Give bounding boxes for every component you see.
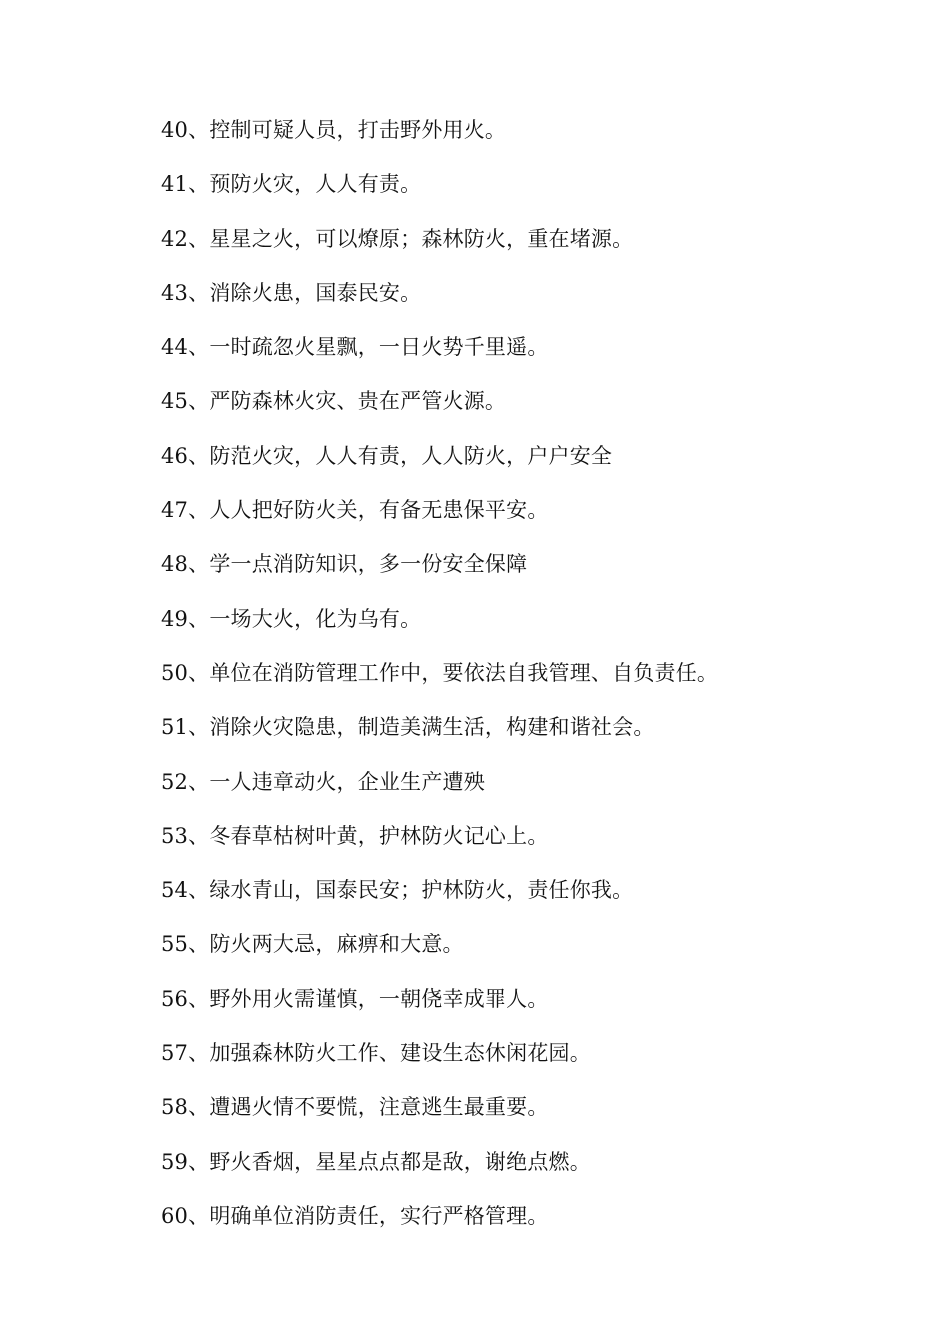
slogan-item: 53、冬春草枯树叶黄，护林防火记心上。	[161, 823, 549, 848]
slogan-item: 54、绿水青山，国泰民安；护林防火，责任你我。	[161, 878, 634, 903]
slogan-item: 56、野外用火需谨慎，一朝侥幸成罪人。	[161, 986, 549, 1011]
slogan-item: 49、一场大火，化为乌有。	[161, 606, 422, 631]
slogan-item: 46、防范火灾，人人有责，人人防火，户户安全	[161, 443, 613, 468]
slogan-item: 42、星星之火，可以燎原；森林防火，重在堵源。	[161, 226, 634, 251]
slogan-item: 60、明确单位消防责任，实行严格管理。	[161, 1203, 549, 1228]
slogan-item: 40、控制可疑人员，打击野外用火。	[161, 118, 507, 142]
slogan-item: 50、单位在消防管理工作中，要依法自我管理、自负责任。	[161, 660, 719, 685]
slogan-item: 51、消除火灾隐患，制造美满生活，构建和谐社会。	[161, 715, 655, 740]
slogan-item: 55、防火两大忌，麻痹和大意。	[161, 932, 464, 957]
slogan-item: 59、野火香烟，星星点点都是敌，谢绝点燃。	[161, 1149, 591, 1174]
slogan-item: 52、一人违章动火，企业生产遭殃	[161, 769, 485, 794]
slogan-item: 45、严防森林火灾、贵在严管火源。	[161, 389, 507, 414]
slogan-item: 41、预防火灾，人人有责。	[161, 172, 422, 197]
slogan-list	[161, 112, 718, 1252]
slogan-item: 58、遭遇火情不要慌，注意逃生最重要。	[161, 1095, 549, 1120]
slogan-item: 44、一时疏忽火星飘，一日火势千里遥。	[161, 335, 549, 360]
slogan-item: 43、消除火患，国泰民安。	[161, 280, 422, 305]
slogan-item: 57、加强森林防火工作、建设生态休闲花园。	[161, 1041, 591, 1066]
slogan-item: 48、学一点消防知识，多一份安全保障	[161, 552, 528, 577]
slogan-item: 47、人人把好防火关，有备无患保平安。	[161, 498, 549, 523]
